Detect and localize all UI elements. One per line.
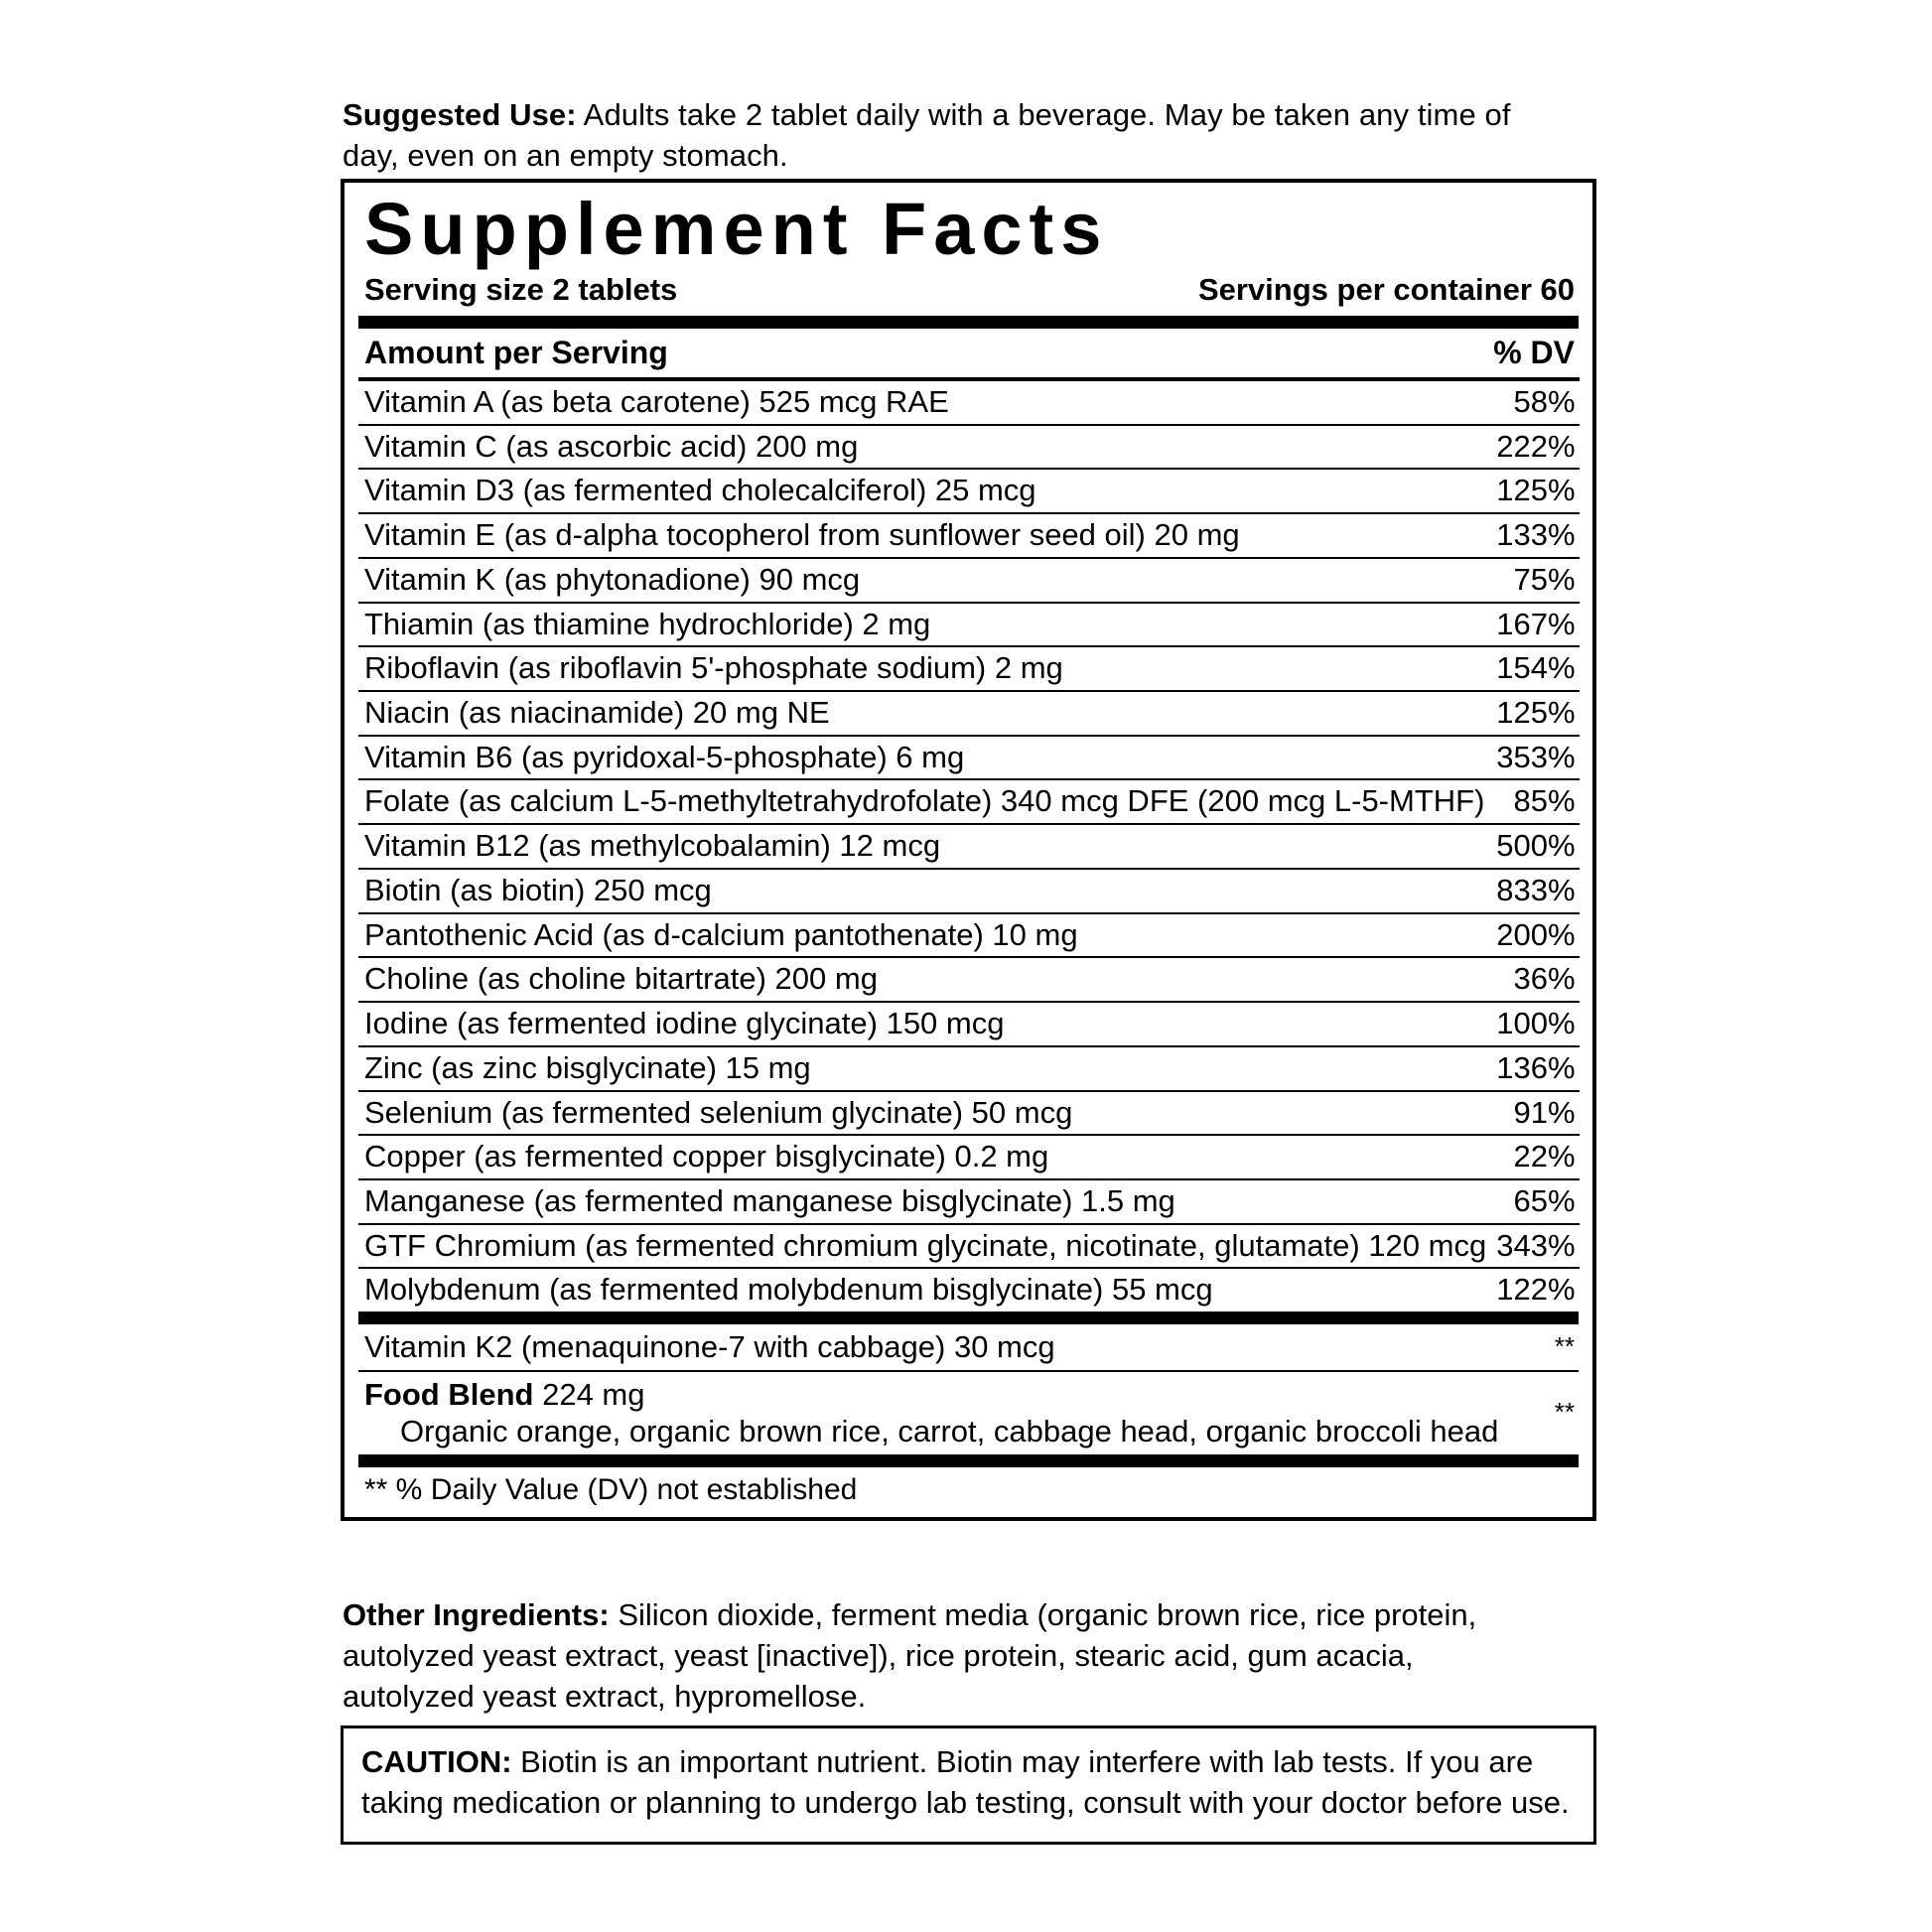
nutrient-dv: 91% [1486, 1091, 1579, 1136]
nutrient-dv: 75% [1486, 558, 1579, 603]
table-row [358, 913, 1580, 958]
nutrient-dv: 833% [1486, 869, 1579, 913]
nutrient-name: Vitamin K (as phytonadione) 90 mcg [358, 558, 1486, 603]
table-row [358, 1324, 1579, 1371]
percent-dv-header: % DV [1493, 335, 1575, 370]
caution-text: Biotin is an important nutrient. Biotin may interfere with lab tests. If you are taking medication or planning to undergo lab testing, consult with your doctor before use. [361, 1744, 1570, 1820]
nutrient-dv: 100% [1486, 1002, 1579, 1046]
nutrient-dv: 22% [1486, 1135, 1579, 1179]
nutrient-name: Thiamin (as thiamine hydrochloride) 2 mg [358, 603, 1486, 647]
nutrient-name: Vitamin B6 (as pyridoxal-5-phosphate) 6 mg [358, 736, 1486, 780]
food-blend-name: Food Blend [364, 1376, 534, 1412]
nutrient-dv: 200% [1486, 913, 1579, 958]
servings-per-container: Servings per container 60 [1197, 272, 1575, 307]
table-row [358, 779, 1580, 824]
nutrient-name: Vitamin D3 (as fermented cholecalciferol) 25 mcg [358, 469, 1486, 513]
nutrient-name: Manganese (as fermented manganese bisglycinate) 1.5 mg [358, 1179, 1486, 1224]
nutrient-name: Vitamin E (as d-alpha tocopherol from sunflower seed oil) 20 mg [358, 513, 1486, 558]
suggested-use-text: Adults take 2 tablet daily with a beverage. May be taken any time of day, even on an empty stomach. [343, 97, 1511, 174]
nutrient-dv: 353% [1486, 736, 1579, 780]
nutrient-dv: 58% [1486, 379, 1579, 425]
nutrient-dv: 222% [1486, 425, 1579, 470]
table-row [358, 869, 1580, 913]
nutrient-name: GTF Chromium (as fermented chromium glycinate, nicotinate, glutamate) 120 mcg [358, 1224, 1486, 1269]
nutrient-dv: 133% [1486, 513, 1579, 558]
nutrient-dv: 167% [1486, 603, 1579, 647]
divider-thick-top [358, 316, 1579, 329]
nutrient-dv: 154% [1486, 646, 1579, 691]
nutrient-dv: 500% [1486, 824, 1579, 869]
food-blend-dv: ** [1545, 1371, 1579, 1454]
table-row [358, 603, 1580, 647]
table-row [358, 1046, 1580, 1091]
table-row [358, 1135, 1580, 1179]
table-row [358, 1371, 1579, 1454]
suggested-use-label: Suggested Use: [343, 97, 577, 132]
table-row [358, 379, 1580, 425]
panel-title: Supplement Facts [364, 188, 1109, 270]
food-blend-ingredients: Organic orange, organic brown rice, carrot, cabbage head, organic broccoli head [400, 1414, 1499, 1449]
nutrient-name: Pantothenic Acid (as d-calcium pantothenate) 10 mg [358, 913, 1486, 958]
nutrient-name: Zinc (as zinc bisglycinate) 15 mg [358, 1046, 1486, 1091]
nutrient-dv: 125% [1486, 469, 1579, 513]
table-row [358, 1179, 1580, 1224]
nutrient-name: Vitamin A (as beta carotene) 525 mcg RAE [358, 379, 1486, 425]
nutrient-dv: 343% [1486, 1224, 1579, 1269]
blend-table [358, 1324, 1579, 1454]
other-ingredients-text: Silicon dioxide, ferment media (organic brown rice, rice protein, autolyzed yeast extract, yeast [inactive]), rice protein, stearic acid, gum acacia, autolyzed yeast extract, hypromellose. [343, 1597, 1477, 1715]
nutrient-name: Selenium (as fermented selenium glycinate) 50 mcg [358, 1091, 1486, 1136]
table-row [358, 691, 1580, 736]
other-ingredients-block [343, 1594, 1549, 1718]
table-row [358, 1002, 1580, 1046]
nutrient-dv: 65% [1486, 1179, 1579, 1224]
caution-box [341, 1725, 1596, 1845]
nutrient-name: Biotin (as biotin) 250 mcg [358, 869, 1486, 913]
extra-nutrient-dv: ** [1554, 1330, 1575, 1361]
table-row [358, 1091, 1580, 1136]
serving-info-row [358, 268, 1579, 316]
supplement-facts-panel [341, 179, 1596, 1521]
table-row [358, 1268, 1580, 1311]
nutrient-dv: 125% [1486, 691, 1579, 736]
nutrient-dv: 36% [1486, 957, 1579, 1002]
nutrient-name: Molybdenum (as fermented molybdenum bisglycinate) 55 mcg [358, 1268, 1486, 1311]
dv-footnote: ** % Daily Value (DV) not established [358, 1454, 1579, 1517]
nutrient-name: Copper (as fermented copper bisglycinate) 0.2 mg [358, 1135, 1486, 1179]
table-row [358, 558, 1580, 603]
serving-size: Serving size 2 tablets [364, 272, 678, 307]
caution-label: CAUTION: [361, 1744, 512, 1779]
blend-section [358, 1311, 1579, 1454]
table-row [358, 736, 1580, 780]
nutrient-name: Niacin (as niacinamide) 20 mg NE [358, 691, 1486, 736]
table-row [358, 957, 1580, 1002]
amount-per-serving-header: Amount per Serving [364, 335, 668, 370]
table-row [358, 824, 1580, 869]
table-row [358, 1224, 1580, 1269]
nutrient-name: Iodine (as fermented iodine glycinate) 150 mcg [358, 1002, 1486, 1046]
nutrient-dv: 122% [1486, 1268, 1579, 1311]
nutrient-dv: 85% [1486, 779, 1579, 824]
nutrient-name: Choline (as choline bitartrate) 200 mg [358, 957, 1486, 1002]
nutrient-name: Vitamin B12 (as methylcobalamin) 12 mcg [358, 824, 1486, 869]
nutrient-name: Riboflavin (as riboflavin 5'-phosphate sodium) 2 mg [358, 646, 1486, 691]
food-blend-cell [358, 1371, 1545, 1454]
table-row [358, 513, 1580, 558]
table-row [358, 425, 1580, 470]
food-blend-amount: 224 mg [533, 1376, 645, 1412]
amount-header-row [358, 329, 1579, 377]
nutrient-name: Folate (as calcium L-5-methyltetrahydrofolate) 340 mcg DFE (200 mcg L-5-MTHF) [358, 779, 1486, 824]
nutrient-dv: 136% [1486, 1046, 1579, 1091]
extra-nutrient-name: Vitamin K2 (menaquinone-7 with cabbage) 30 mcg [364, 1329, 1055, 1365]
table-row [358, 646, 1580, 691]
nutrient-name: Vitamin C (as ascorbic acid) 200 mg [358, 425, 1486, 470]
nutrients-table [358, 377, 1580, 1311]
table-row [358, 469, 1580, 513]
other-ingredients-label: Other Ingredients: [343, 1597, 610, 1632]
suggested-use-block [343, 94, 1514, 176]
